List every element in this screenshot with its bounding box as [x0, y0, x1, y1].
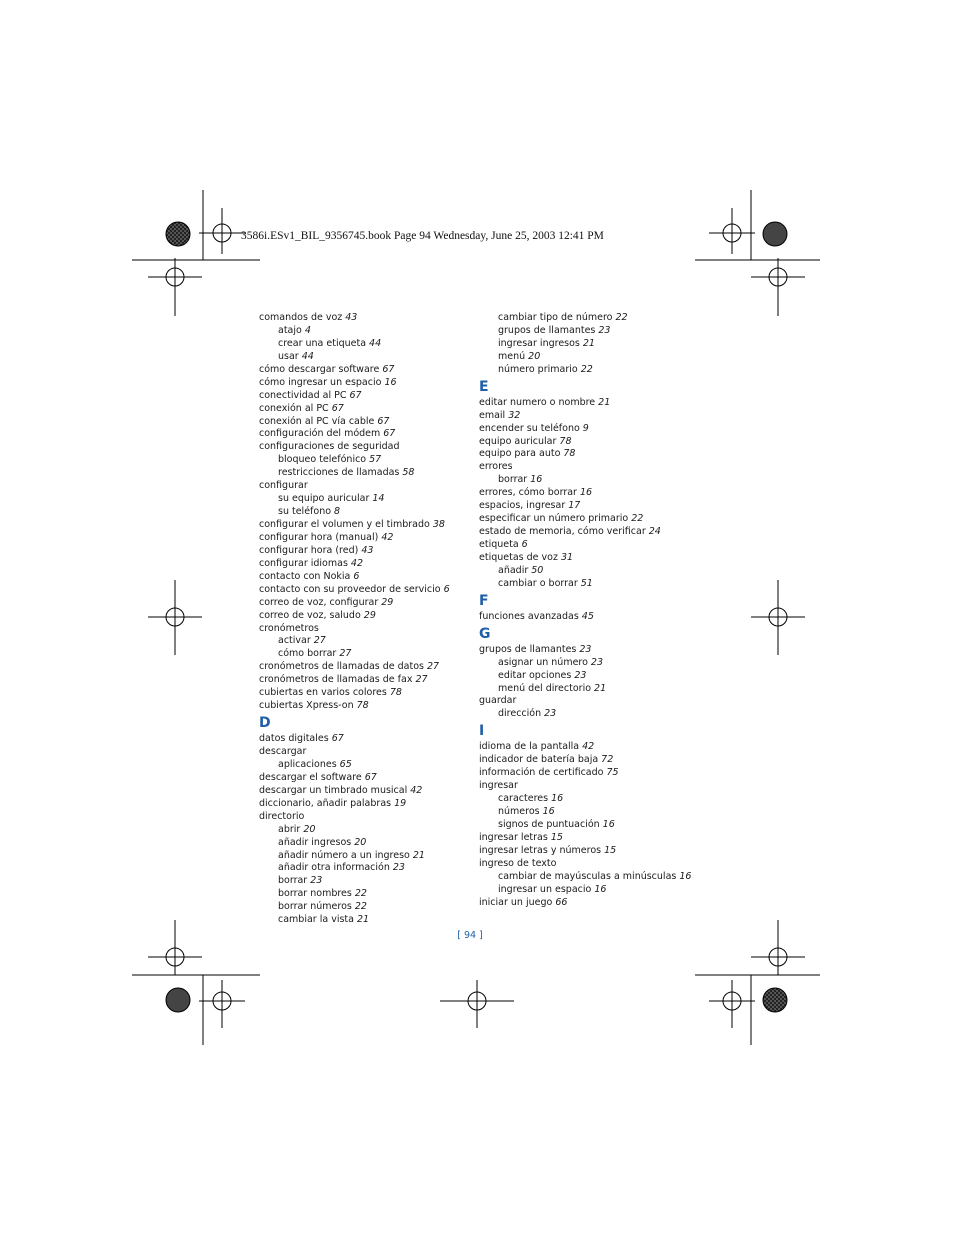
- index-term: funciones avanzadas: [479, 610, 579, 622]
- index-entry: [479, 754, 709, 767]
- index-page-ref: 21: [582, 337, 595, 349]
- index-entry: [259, 772, 489, 785]
- index-term: configurar hora (manual): [259, 531, 379, 543]
- index-term: abrir: [278, 823, 301, 835]
- index-term: estado de memoria, cómo verificar: [479, 526, 646, 538]
- index-term: guardar: [479, 695, 517, 707]
- index-page-ref: 23: [579, 643, 592, 655]
- index-term: comandos de voz: [259, 312, 343, 323]
- index-term: cronómetros: [259, 622, 319, 634]
- index-page-ref: 15: [550, 831, 563, 843]
- index-entry: [479, 500, 709, 513]
- index-subentry: [259, 325, 489, 338]
- index-term: indicador de batería baja: [479, 754, 599, 766]
- index-entry: [479, 526, 709, 539]
- index-page-ref: 9: [582, 422, 589, 434]
- index-entry: [259, 364, 489, 377]
- index-term: conexión al PC vía cable: [259, 415, 375, 427]
- index-subentry: [259, 837, 489, 850]
- index-term: ingresar letras: [479, 831, 548, 843]
- index-entry: [479, 741, 709, 754]
- index-page-ref: 58: [402, 467, 415, 479]
- index-term: añadir otra información: [278, 862, 390, 874]
- index-term: descargar el software: [259, 771, 362, 783]
- index-page-ref: 78: [559, 435, 572, 447]
- index-section-letter: E: [479, 378, 489, 395]
- index-term: cómo descargar software: [259, 363, 380, 375]
- index-subentry: [479, 806, 709, 819]
- index-page-ref: 21: [598, 396, 611, 408]
- index-term: descargar un timbrado musical: [259, 784, 408, 796]
- index-entry: [479, 410, 709, 423]
- index-entry: [479, 897, 709, 910]
- page-number: [ 94 ]: [457, 930, 483, 941]
- index-subentry: [479, 819, 709, 832]
- index-subentry: [259, 467, 489, 480]
- index-section-letter: D: [259, 715, 271, 732]
- index-term: ingreso de texto: [479, 857, 557, 869]
- index-term: errores, cómo borrar: [479, 487, 577, 499]
- index-entry: [479, 461, 709, 474]
- index-term: especificar un número primario: [479, 513, 629, 525]
- index-entry: [259, 700, 489, 713]
- index-entry: [259, 733, 489, 746]
- index-term: configuración del módem: [259, 428, 381, 440]
- index-entry: [479, 832, 709, 845]
- index-page-ref: 20: [528, 350, 541, 362]
- index-section-letter: F: [479, 592, 489, 609]
- index-entry: [259, 584, 489, 597]
- index-term: equipo para auto: [479, 448, 561, 460]
- index-entry: [479, 397, 709, 410]
- index-page-ref: 42: [381, 531, 394, 543]
- index-subentry: [259, 901, 489, 914]
- index-subentry: [259, 454, 489, 467]
- index-page-ref: 29: [363, 609, 376, 621]
- index-term: cronómetros de llamadas de fax: [259, 674, 413, 686]
- index-entry: [259, 545, 489, 558]
- index-page-ref: 42: [582, 741, 595, 753]
- index-page-ref: 16: [530, 474, 543, 486]
- index-entry: [479, 448, 709, 461]
- index-entry: [259, 377, 489, 390]
- index-term: ingresar un espacio: [498, 883, 592, 895]
- index-subentry: [479, 670, 709, 683]
- index-term: editar numero o nombre: [479, 396, 596, 408]
- index-entry: [259, 558, 489, 571]
- index-term: correo de voz, configurar: [259, 596, 379, 608]
- index-term: configuraciones de seguridad: [259, 441, 400, 453]
- index-subentry: [259, 914, 489, 927]
- index-term: grupos de llamantes: [479, 643, 577, 655]
- index-entry: [479, 858, 709, 871]
- index-page-ref: 42: [350, 557, 363, 569]
- index-page-ref: 43: [361, 544, 374, 556]
- index-subentry: [259, 338, 489, 351]
- index-term: correo de voz, saludo: [259, 609, 361, 621]
- index-subentry: [479, 351, 709, 364]
- index-term: cambiar tipo de número: [498, 312, 613, 323]
- index-entry: [259, 811, 489, 824]
- index-term: conectividad al PC: [259, 389, 347, 401]
- index-entry: [259, 480, 489, 493]
- index-entry: [259, 390, 489, 403]
- index-term: ingresar: [479, 780, 518, 792]
- index-entry: [479, 644, 709, 657]
- index-entry: [259, 623, 489, 636]
- index-term: borrar nombres: [278, 888, 352, 900]
- index-term: añadir: [498, 564, 529, 576]
- index-term: añadir ingresos: [278, 836, 352, 848]
- index-page-ref: 67: [382, 363, 395, 375]
- index-page-ref: 50: [531, 564, 544, 576]
- index-page-ref: 27: [339, 648, 352, 660]
- index-page-ref: 67: [377, 415, 390, 427]
- index-subentry: [479, 708, 709, 721]
- index-term: cubiertas Xpress-on: [259, 700, 354, 712]
- index-page-ref: 42: [410, 784, 423, 796]
- index-term: contacto con Nokia: [259, 570, 351, 582]
- index-page-ref: 67: [331, 402, 344, 414]
- index-term: email: [479, 409, 506, 421]
- index-subentry: [259, 493, 489, 506]
- index-entry: [479, 611, 709, 624]
- index-term: dirección: [498, 708, 542, 720]
- index-entry: [259, 661, 489, 674]
- index-term: números: [498, 806, 540, 817]
- index-term: diccionario, añadir palabras: [259, 797, 392, 809]
- index-term: asignar un número: [498, 656, 588, 668]
- index-entry: [479, 436, 709, 449]
- index-page-ref: 44: [301, 350, 314, 362]
- index-page-ref: 16: [542, 806, 555, 817]
- index-subentry: [259, 759, 489, 772]
- index-term: configurar idiomas: [259, 557, 348, 569]
- index-subentry: [479, 565, 709, 578]
- index-page-ref: 23: [544, 708, 557, 720]
- index-page-ref: 4: [304, 324, 311, 336]
- index-page-ref: 16: [594, 883, 607, 895]
- index-entry: [479, 423, 709, 436]
- index-term: cambiar o borrar: [498, 577, 578, 589]
- index-page-ref: 51: [580, 577, 593, 589]
- index-page-ref: 17: [568, 500, 581, 512]
- index-page-ref: 27: [427, 661, 440, 673]
- index-term: conexión al PC: [259, 402, 329, 414]
- index-entry: [479, 552, 709, 565]
- index-term: datos digitales: [259, 733, 329, 745]
- index-page-ref: 20: [303, 823, 316, 835]
- index-term: editar opciones: [498, 669, 572, 681]
- index-page-ref: 23: [598, 324, 611, 336]
- index-term: restricciones de llamadas: [278, 467, 400, 479]
- index-term: contacto con su proveedor de servicio: [259, 583, 441, 595]
- index-page-ref: 78: [389, 687, 402, 699]
- index-term: crear una etiqueta: [278, 337, 367, 349]
- index-entry: [479, 845, 709, 858]
- index-subentry: [259, 824, 489, 837]
- index-page-ref: 16: [579, 487, 593, 499]
- index-term: iniciar un juego: [479, 896, 553, 908]
- index-term: signos de puntuación: [498, 818, 600, 830]
- index-term: bloqueo telefónico: [278, 454, 367, 466]
- index-subentry: [479, 793, 709, 806]
- index-subentry: [479, 325, 709, 338]
- index-page-ref: 8: [334, 506, 341, 518]
- index-term: atajo: [278, 324, 302, 336]
- index-page-ref: 16: [384, 376, 397, 388]
- index-term: directorio: [259, 810, 305, 822]
- index-term: errores: [479, 461, 513, 473]
- index-term: borrar: [278, 875, 308, 887]
- index-page-ref: 45: [581, 610, 594, 622]
- index-page-ref: 21: [356, 914, 370, 926]
- index-page-ref: 14: [372, 493, 385, 505]
- index-page-ref: 31: [560, 551, 574, 563]
- index-column-left: [259, 312, 489, 927]
- index-page-ref: 75: [606, 767, 619, 779]
- index-page-ref: 16: [602, 818, 615, 830]
- index-page-ref: 29: [381, 596, 394, 608]
- index-page-ref: 78: [356, 700, 369, 712]
- index-column-right: [479, 312, 709, 910]
- index-term: etiqueta: [479, 539, 519, 550]
- index-page-ref: 27: [313, 635, 326, 647]
- index-term: configurar hora (red): [259, 544, 359, 556]
- index-page-ref: 21: [412, 849, 425, 861]
- index-page-ref: 78: [563, 448, 576, 460]
- index-term: idioma de la pantalla: [479, 741, 580, 753]
- index-page-ref: 22: [354, 888, 367, 900]
- index-term: descargar: [259, 746, 307, 757]
- index-entry: [259, 519, 489, 532]
- index-page-ref: 27: [415, 674, 428, 686]
- index-subentry: [259, 888, 489, 901]
- index-term: cambiar de mayúsculas a minúsculas: [498, 870, 677, 882]
- index-entry: [259, 532, 489, 545]
- index-subentry: [479, 364, 709, 377]
- index-entry: [259, 428, 489, 441]
- index-page-ref: 67: [349, 389, 362, 401]
- index-subentry: [479, 312, 709, 325]
- index-subentry: [259, 862, 489, 875]
- index-page-ref: 67: [331, 733, 344, 745]
- index-page-ref: 23: [574, 669, 587, 681]
- index-page-ref: 24: [648, 526, 661, 538]
- index-entry: [259, 312, 489, 325]
- index-entry: [479, 767, 709, 780]
- index-page-ref: 66: [555, 896, 568, 908]
- index-subentry: [479, 338, 709, 351]
- index-term: configurar: [259, 480, 308, 492]
- index-subentry: [259, 648, 489, 661]
- index-entry: [259, 597, 489, 610]
- book-header-info: 3586i.ESv1_BIL_9356745.book Page 94 Wednesday, June 25, 2003 12:41 PM: [241, 230, 604, 242]
- index-page-ref: 23: [392, 862, 405, 874]
- index-page-ref: 6: [521, 539, 528, 550]
- index-term: menú del directorio: [498, 682, 592, 694]
- index-page-ref: 57: [369, 454, 382, 466]
- index-entry: [479, 780, 709, 793]
- index-entry: [259, 571, 489, 584]
- index-term: usar: [278, 350, 299, 362]
- index-entry: [479, 539, 709, 552]
- index-term: su equipo auricular: [278, 493, 370, 505]
- index-term: añadir número a un ingreso: [278, 849, 410, 861]
- index-page-ref: 67: [364, 771, 377, 783]
- index-term: borrar: [498, 474, 528, 486]
- index-subentry: [259, 875, 489, 888]
- index-term: grupos de llamantes: [498, 324, 596, 336]
- index-term: cambiar la vista: [278, 914, 354, 926]
- index-entry: [259, 403, 489, 416]
- index-term: configurar el volumen y el timbrado: [259, 519, 430, 530]
- index-term: borrar números: [278, 901, 352, 913]
- index-entry: [479, 695, 709, 708]
- index-subentry: [479, 683, 709, 696]
- index-section-letter: I: [479, 723, 485, 740]
- index-term: cómo borrar: [278, 648, 337, 660]
- index-page-ref: 6: [443, 583, 450, 595]
- index-term: ingresar letras y números: [479, 844, 602, 856]
- index-entry: [259, 746, 489, 759]
- index-term: etiquetas de voz: [479, 551, 558, 563]
- index-page-ref: 22: [631, 513, 644, 525]
- index-term: su teléfono: [278, 506, 332, 518]
- index-page-ref: 23: [590, 656, 604, 668]
- index-entry: [259, 674, 489, 687]
- index-entry: [259, 798, 489, 811]
- index-page-ref: 6: [353, 570, 360, 582]
- index-subentry: [479, 657, 709, 670]
- index-page-ref: 22: [615, 312, 628, 323]
- index-term: menú: [498, 350, 526, 362]
- index-term: espacios, ingresar: [479, 500, 566, 512]
- index-subentry: [479, 474, 709, 487]
- index-page-ref: 22: [354, 901, 367, 913]
- index-subentry: [259, 635, 489, 648]
- index-term: encender su teléfono: [479, 422, 580, 434]
- index-subentry: [479, 578, 709, 591]
- index-entry: [259, 610, 489, 623]
- index-page-ref: 16: [679, 870, 692, 882]
- index-page-ref: 38: [432, 519, 445, 530]
- index-subentry: [479, 884, 709, 897]
- index-subentry: [479, 871, 709, 884]
- index-entry: [259, 785, 489, 798]
- index-term: número primario: [498, 363, 578, 375]
- index-page-ref: 16: [551, 793, 564, 805]
- index-page-ref: 67: [383, 428, 396, 440]
- index-section-letter: G: [479, 625, 491, 642]
- index-page-ref: 32: [508, 409, 521, 421]
- index-entry: [479, 513, 709, 526]
- index-page-ref: 72: [601, 754, 614, 766]
- index-entry: [259, 687, 489, 700]
- index-term: cubiertas en varios colores: [259, 687, 387, 699]
- index-term: ingresar ingresos: [498, 337, 580, 349]
- index-term: cómo ingresar un espacio: [259, 376, 382, 388]
- index-page-ref: 22: [580, 363, 593, 375]
- index-term: activar: [278, 635, 311, 647]
- index-page-ref: 19: [394, 797, 407, 809]
- index-entry: [479, 487, 709, 500]
- index-term: aplicaciones: [278, 758, 337, 770]
- index-subentry: [259, 351, 489, 364]
- index-page-ref: 20: [354, 836, 367, 848]
- index-entry: [259, 441, 489, 454]
- index-term: caracteres: [498, 793, 549, 805]
- index-page-ref: 44: [369, 337, 382, 349]
- index-subentry: [259, 850, 489, 863]
- index-page-ref: 23: [310, 875, 323, 887]
- index-page-ref: 43: [345, 312, 358, 323]
- index-page-ref: 21: [594, 682, 607, 694]
- index-page-ref: 15: [604, 844, 617, 856]
- index-subentry: [259, 506, 489, 519]
- index-term: cronómetros de llamadas de datos: [259, 661, 424, 673]
- index-term: información de certificado: [479, 767, 604, 779]
- index-entry: [259, 416, 489, 429]
- index-page-ref: 65: [339, 758, 352, 770]
- index-term: equipo auricular: [479, 435, 557, 447]
